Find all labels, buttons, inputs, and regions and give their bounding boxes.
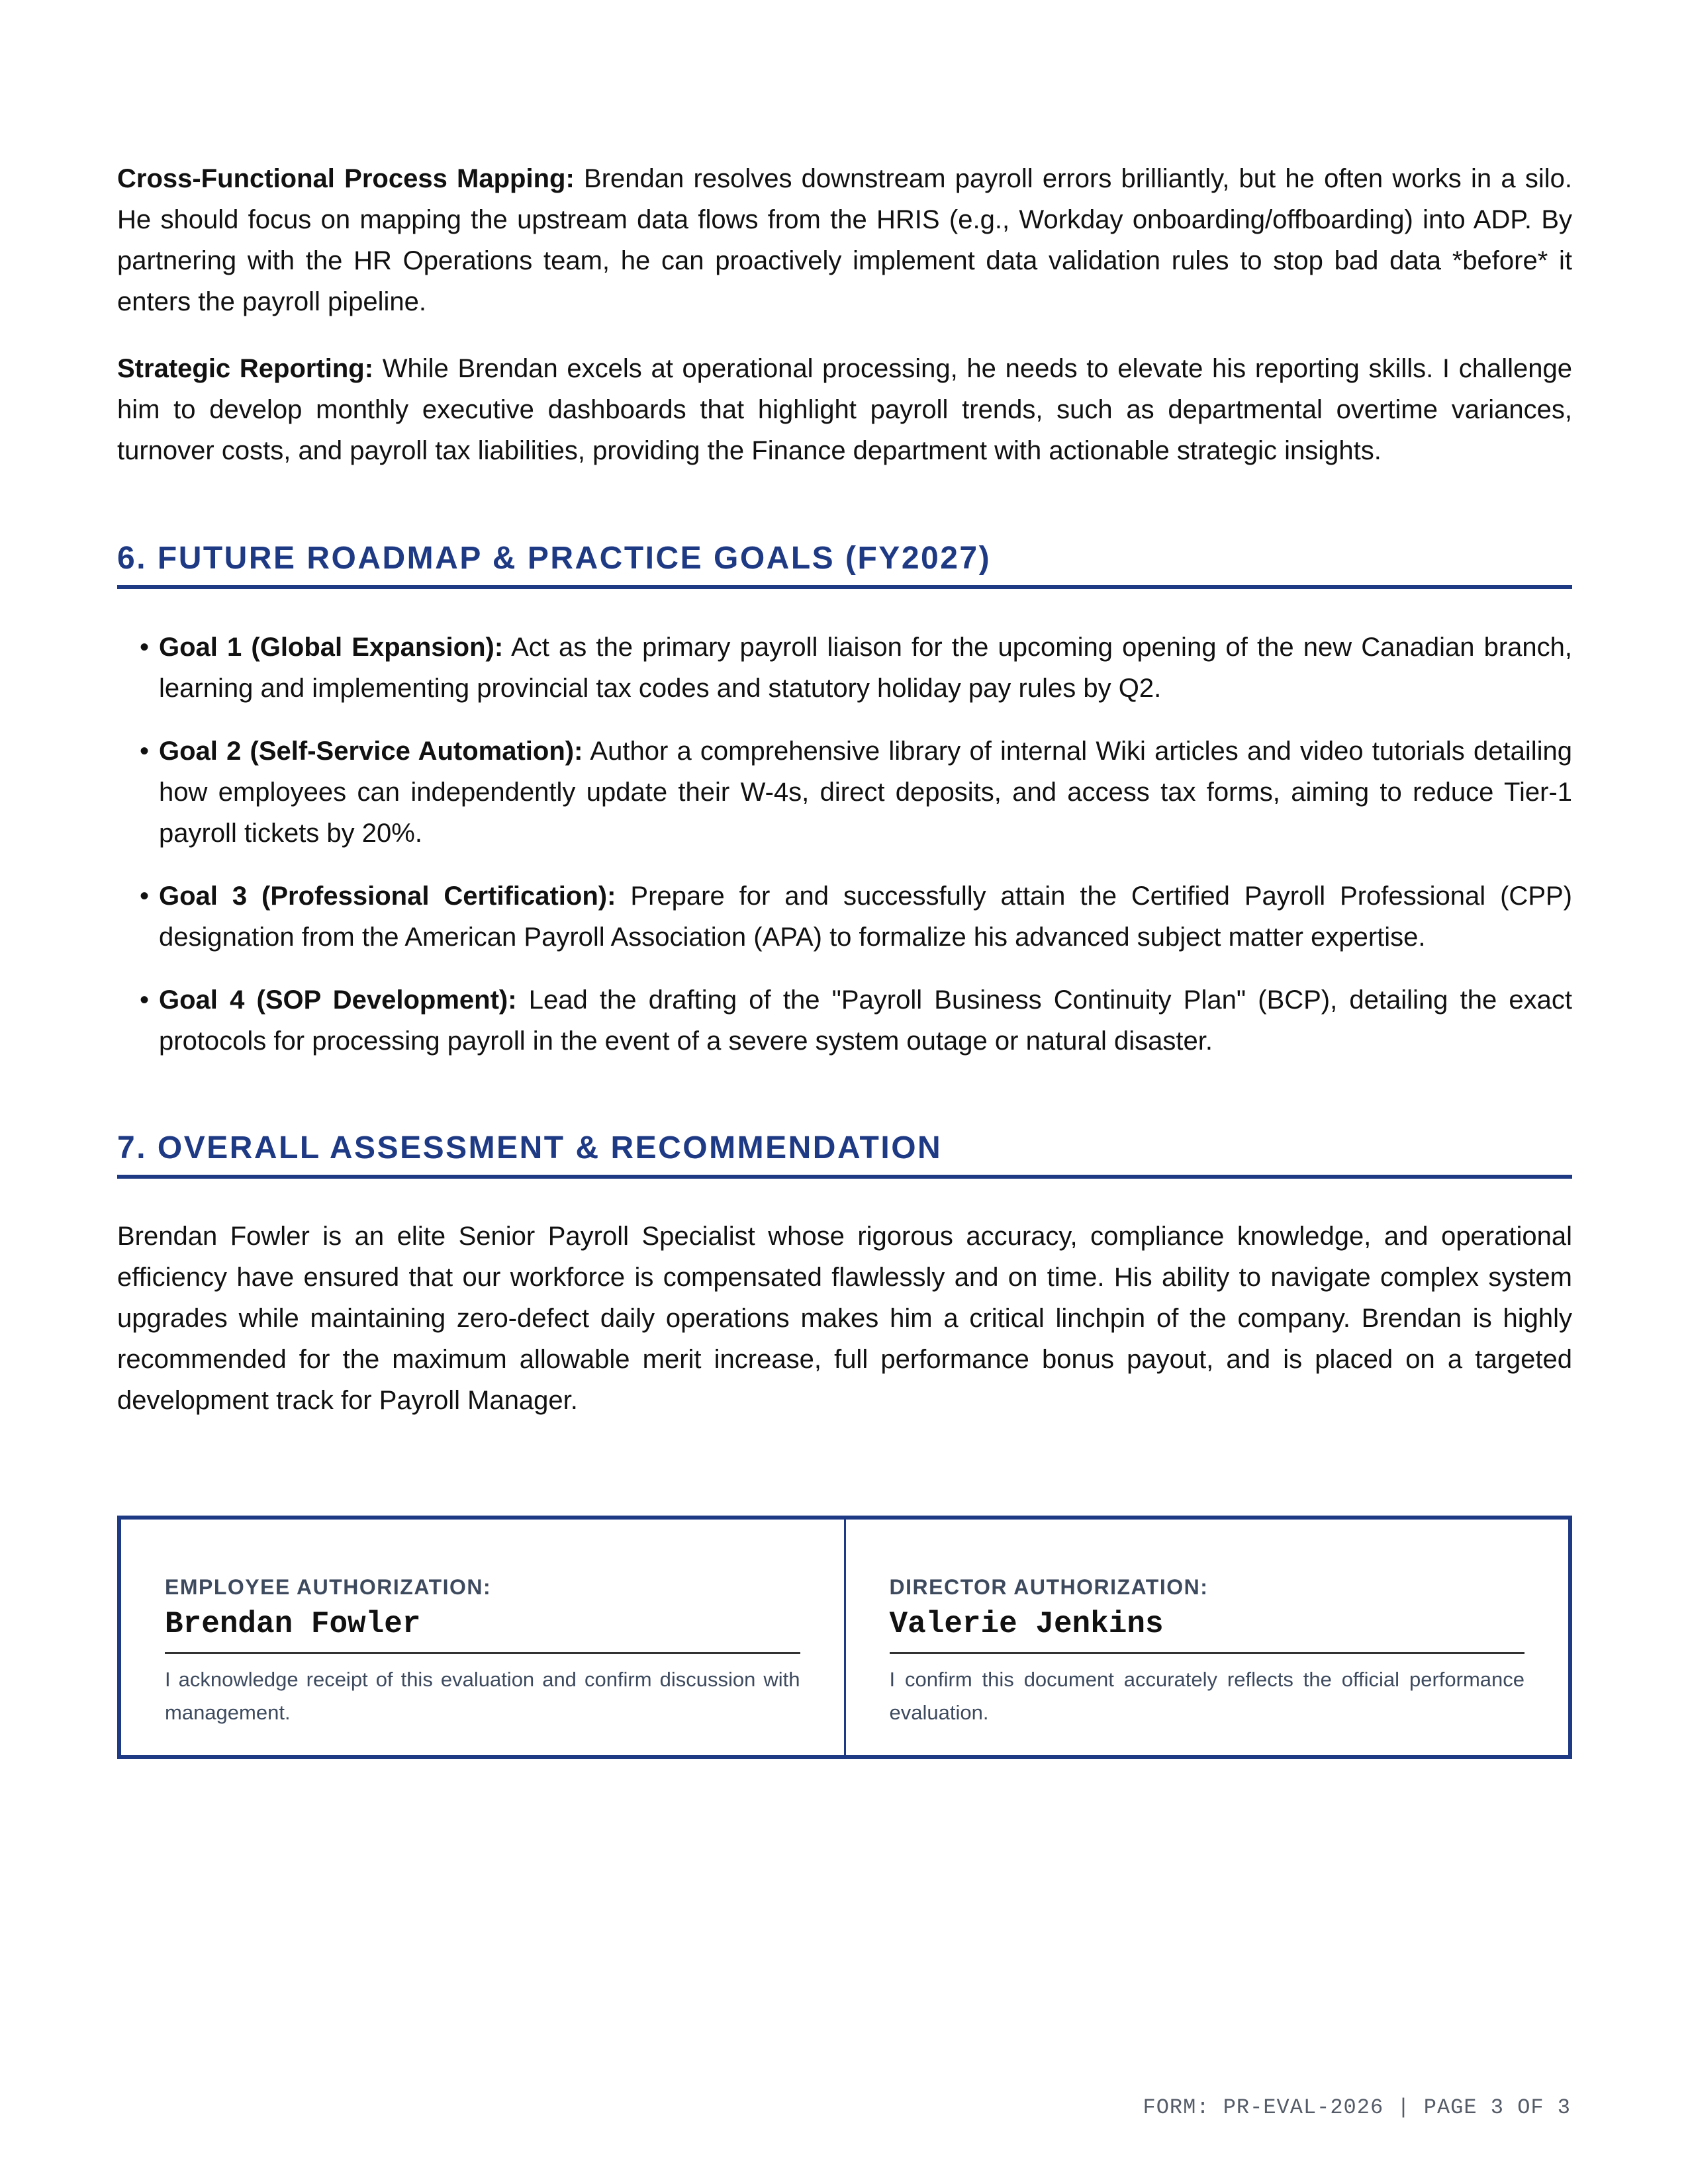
goal-text: Act as the primary payroll liaison for the upcoming opening of the new Canadian branch, learning and implementing provincial tax codes and statutory holiday pay rules by Q2. bbox=[159, 633, 1573, 703]
goal-item bbox=[117, 979, 1572, 1062]
development-item-title: Strategic Reporting: bbox=[117, 354, 374, 383]
signature-box bbox=[117, 1516, 1572, 1759]
director-signature-block bbox=[844, 1520, 1569, 1755]
director-confirmation-note: I confirm this document accurately reflects the official performance evaluation. bbox=[889, 1668, 1524, 1724]
bullet-icon: • bbox=[140, 985, 150, 1015]
development-item-title: Cross-Functional Process Mapping: bbox=[117, 164, 575, 193]
goal-title: Goal 1 (Global Expansion): bbox=[159, 633, 504, 662]
goal-text: Lead the drafting of the "Payroll Business Continuity Plan" (BCP), detailing the exact protocols for processing payroll in the event of a severe system outage or natural disaster. bbox=[159, 985, 1572, 1056]
page-footer: FORM: PR-EVAL-2026 | PAGE 3 OF 3 bbox=[1143, 2095, 1571, 2120]
employee-signature-name: Brendan Fowler bbox=[165, 1604, 800, 1654]
goal-item bbox=[117, 731, 1572, 854]
goal-title: Goal 4 (SOP Development): bbox=[159, 985, 517, 1015]
goal-item bbox=[117, 876, 1572, 958]
employee-authorization-label: EMPLOYEE AUTHORIZATION: bbox=[165, 1575, 492, 1599]
development-item-text: Brendan resolves downstream payroll errors brilliantly, but he often works in a silo. He should focus on mapping the upstream data flows from the HRIS (e.g., Workday onboarding/offboarding) into ADP. By partnering with the HR Operations team, he can proactively implement data validation rules to stop bad data *before* it enters the payroll pipeline. bbox=[117, 164, 1572, 316]
employee-signature-block bbox=[121, 1520, 844, 1755]
goal-text: Author a comprehensive library of internal Wiki articles and video tutorials detailing how employees can independently update their W-4s, direct deposits, and access tax forms, aiming to reduce Tier-1 payroll tickets by 20%. bbox=[159, 737, 1573, 848]
employee-acknowledgement-note: I acknowledge receipt of this evaluation and confirm discussion with management. bbox=[165, 1668, 800, 1724]
development-item-text: While Brendan excels at operational processing, he needs to elevate his reporting skills. I challenge him to develop monthly executive dashboards that highlight payroll trends, such as departmental overtime variances, turnover costs, and payroll tax liabilities, providing the Finance department with actionable strategic insights. bbox=[117, 354, 1572, 465]
bullet-icon: • bbox=[140, 882, 150, 911]
assessment-text: Brendan Fowler is an elite Senior Payroll Specialist whose rigorous accuracy, compliance knowledge, and operational efficiency have ensured that our workforce is compensated flawlessly and on time. His ability to navigate complex system upgrades while maintaining zero-defect daily operations makes him a critical linchpin of the company. Brendan is highly recommended for the maximum allowable merit increase, full performance bonus payout, and is placed on a targeted development track for Payroll Manager. bbox=[117, 1222, 1572, 1415]
development-item-strategic-reporting bbox=[117, 348, 1572, 471]
section-heading-assessment: 7. OVERALL ASSESSMENT & RECOMMENDATION bbox=[117, 1128, 1572, 1179]
section-heading-roadmap: 6. FUTURE ROADMAP & PRACTICE GOALS (FY2027) bbox=[117, 539, 1572, 589]
bullet-icon: • bbox=[140, 737, 150, 766]
goal-title: Goal 2 (Self-Service Automation): bbox=[159, 737, 583, 766]
goal-text: Prepare for and successfully attain the Certified Payroll Professional (CPP) designation from the American Payroll Association (APA) to formalize his advanced subject matter expertise. bbox=[159, 882, 1573, 952]
director-signature-name: Valerie Jenkins bbox=[890, 1604, 1525, 1654]
director-authorization-label: DIRECTOR AUTHORIZATION: bbox=[889, 1575, 1209, 1599]
bullet-icon: • bbox=[140, 633, 150, 662]
roadmap-goals-list bbox=[117, 627, 1572, 1062]
goal-title: Goal 3 (Professional Certification): bbox=[159, 882, 616, 911]
development-item-process-mapping bbox=[117, 158, 1572, 322]
goal-item bbox=[117, 627, 1572, 709]
